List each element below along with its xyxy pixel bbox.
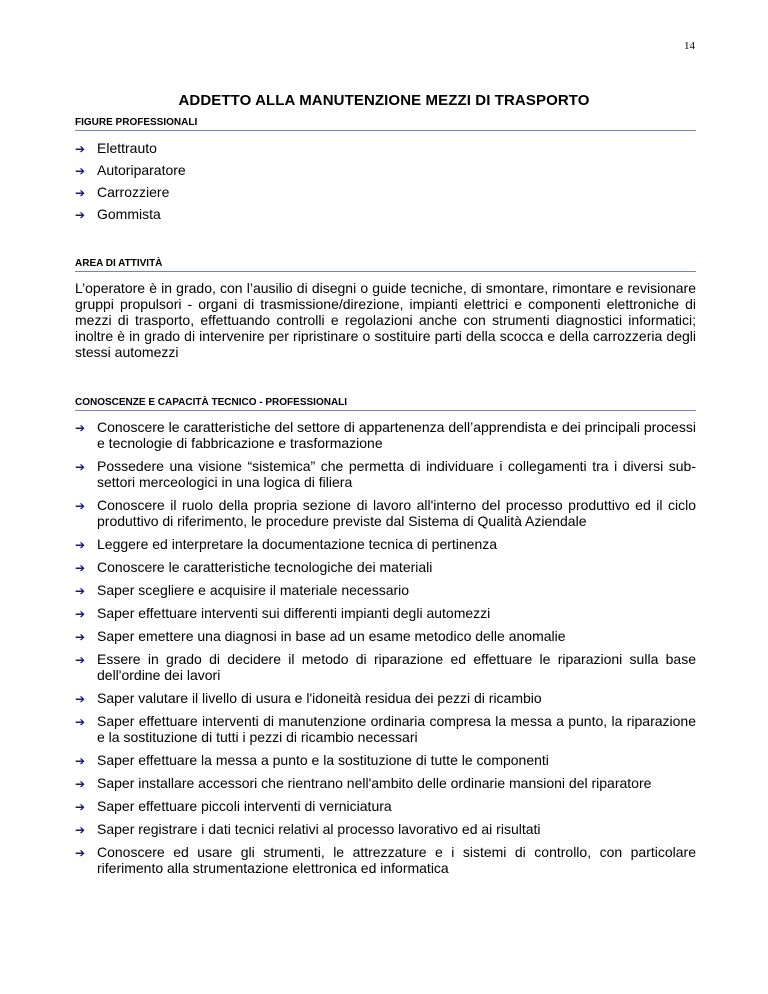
area-attivita-text: L’operatore è in grado, con l’ausilio di disegni o guide tecniche, di smontare, rimontare e revisionare gruppi propulsori - organi di trasmissione/direzione, impianti elettrici e componenti elettroniche di mezzi di trasporto, effettuando controlli e regolazioni anche con strumenti diagnostici informatici; inoltre è in grado di intervenire per ripristinare o sostituire parti della scocca e della carrozzeria degli stessi automezzi (75, 280, 696, 360)
conoscenze-list (75, 419, 696, 876)
list-item-text: Saper effettuare interventi di manutenzione ordinaria compresa la messa a punto, la riparazione e la sostituzione di tutti i pezzi di ricambio necessari (97, 713, 696, 745)
list-item-text: Conoscere ed usare gli strumenti, le attrezzature e i sistemi di controllo, con particolare riferimento alla strumentazione elettronica ed informatica (97, 844, 696, 876)
section-heading: AREA DI ATTIVITÀ (75, 258, 696, 272)
circle-arrow-right-icon: ➔ (75, 800, 86, 814)
list-item-text: Saper effettuare interventi sui differenti impianti degli automezzi (97, 605, 491, 621)
list-item-text: Saper valutare il livello di usura e l'idoneità residua dei pezzi di ricambio (97, 690, 542, 706)
list-item (75, 605, 696, 621)
circle-arrow-right-icon: ➔ (75, 186, 86, 200)
list-item-text: Saper emettere una diagnosi in base ad un esame metodico delle anomalie (97, 628, 566, 644)
section-heading: FIGURE PROFESSIONALI (75, 117, 696, 131)
circle-arrow-right-icon: ➔ (75, 538, 86, 552)
list-item-text: Saper effettuare la messa a punto e la sostituzione di tutte le componenti (97, 752, 549, 768)
list-item-text: Carrozziere (97, 184, 170, 200)
list-item (75, 419, 696, 451)
list-item (75, 536, 696, 552)
circle-arrow-right-icon: ➔ (75, 630, 86, 644)
section-conoscenze (75, 397, 696, 883)
circle-arrow-right-icon: ➔ (75, 584, 86, 598)
page-number: 14 (684, 40, 695, 52)
circle-arrow-right-icon: ➔ (75, 846, 86, 860)
circle-arrow-right-icon: ➔ (75, 208, 86, 222)
list-item-text: Saper scegliere e acquisire il materiale necessario (97, 582, 410, 598)
list-item (75, 184, 696, 200)
list-item-text: Conoscere il ruolo della propria sezione di lavoro all'interno del processo produttivo ed il ciclo produttivo di riferimento, le procedure previste dal Sistema di Qualità Aziendale (97, 497, 696, 529)
figure-list (75, 140, 696, 222)
list-item (75, 497, 696, 529)
list-item-text: Elettrauto (97, 140, 157, 156)
list-item-text: Saper effettuare piccoli interventi di verniciatura (97, 798, 392, 814)
circle-arrow-right-icon: ➔ (75, 754, 86, 768)
list-item (75, 206, 696, 222)
list-item (75, 690, 696, 706)
list-item (75, 752, 696, 768)
circle-arrow-right-icon: ➔ (75, 561, 86, 575)
list-item (75, 821, 696, 837)
list-item (75, 713, 696, 745)
circle-arrow-right-icon: ➔ (75, 607, 86, 621)
list-item (75, 582, 696, 598)
circle-arrow-right-icon: ➔ (75, 142, 86, 156)
section-heading: CONOSCENZE E CAPACITÀ TECNICO - PROFESSIONALI (75, 397, 696, 411)
circle-arrow-right-icon: ➔ (75, 164, 86, 178)
list-item (75, 628, 696, 644)
circle-arrow-right-icon: ➔ (75, 715, 86, 729)
list-item-text: Leggere ed interpretare la documentazione tecnica di pertinenza (97, 536, 498, 552)
list-item (75, 844, 696, 876)
list-item-text: Gommista (97, 206, 161, 222)
section-figure-professionali (75, 117, 696, 228)
list-item-text: Saper registrare i dati tecnici relativi al processo lavorativo ed ai risultati (97, 821, 541, 837)
circle-arrow-right-icon: ➔ (75, 777, 86, 791)
circle-arrow-right-icon: ➔ (75, 823, 86, 837)
list-item-text: Conoscere le caratteristiche tecnologiche dei materiali (97, 559, 433, 575)
list-item-text: Possedere una visione “sistemica” che permetta di individuare i collegamenti tra i diversi sub-settori merceologici in una logica di filiera (97, 458, 696, 490)
circle-arrow-right-icon: ➔ (75, 499, 86, 513)
list-item-text: Autoriparatore (97, 162, 186, 178)
list-item (75, 798, 696, 814)
list-item-text: Essere in grado di decidere il metodo di riparazione ed effettuare le riparazioni sulla base dell'ordine dei lavori (97, 651, 696, 683)
list-item (75, 458, 696, 490)
circle-arrow-right-icon: ➔ (75, 653, 86, 667)
list-item (75, 651, 696, 683)
list-item-text: Saper installare accessori che rientrano nell'ambito delle ordinarie mansioni del riparatore (97, 775, 652, 791)
circle-arrow-right-icon: ➔ (75, 692, 86, 706)
list-item (75, 775, 696, 791)
page-title: ADDETTO ALLA MANUTENZIONE MEZZI DI TRASPORTO (178, 92, 590, 109)
list-item (75, 140, 696, 156)
circle-arrow-right-icon: ➔ (75, 421, 86, 435)
circle-arrow-right-icon: ➔ (75, 460, 86, 474)
list-item (75, 162, 696, 178)
section-area-attivita (75, 258, 696, 360)
list-item-text: Conoscere le caratteristiche del settore di appartenenza dell’apprendista e dei principali processi e tecnologie di fabbricazione e trasformazione (97, 419, 696, 451)
list-item (75, 559, 696, 575)
